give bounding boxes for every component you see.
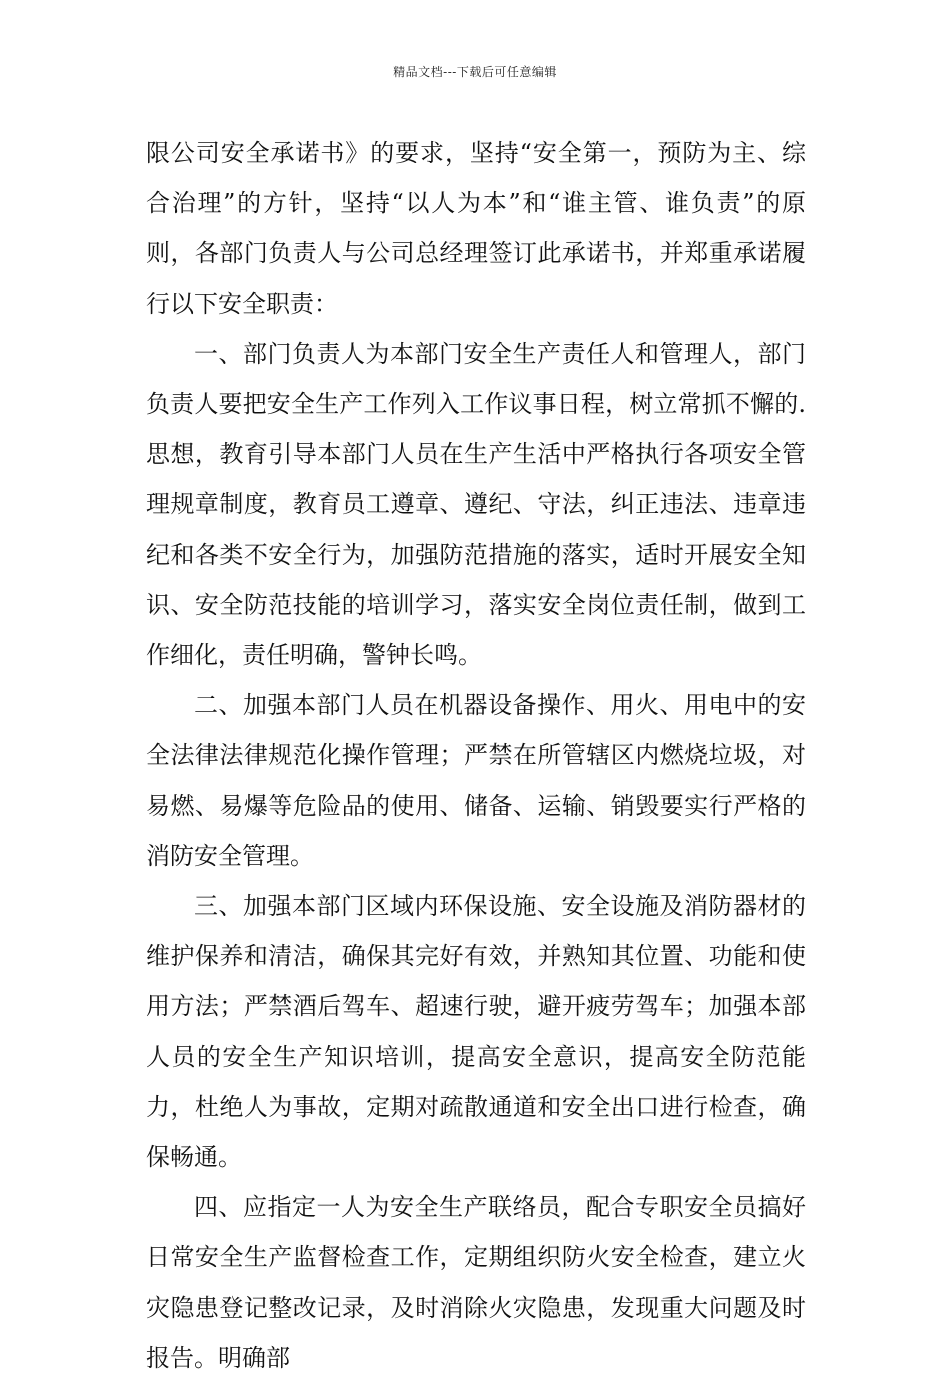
page-header: 精品文档---下载后可任意编辑 bbox=[393, 65, 557, 79]
paragraph-item-3: 三、加强本部门区域内环保设施、安全设施及消防器材的维护保养和清洁，确保其完好有效，并熟知其位置、功能和使用方法；严禁酒后驾车、超速行驶，避开疲劳驾车；加强本部人员的安全生产知识培训，提高安全意识，提高安全防范能力，杜绝人为事故，定期对疏散通道和安全出口进行检查，确保畅通。 bbox=[146, 892, 806, 1172]
paragraph-item-4: 四、应指定一人为安全生产联络员，配合专职安全员搞好日常安全生产监督检查工作，定期组织防火安全检查，建立火灾隐患登记整改记录，及时消除火灾隐患，发现重大问题及时报告。明确部 bbox=[146, 1193, 806, 1372]
document-body bbox=[146, 128, 806, 1383]
paragraph-intro-continuation: 限公司安全承诺书》的要求，坚持“安全第一，预防为主、综合治理”的方针，坚持“以人为本”和“谁主管、谁负责”的原则，各部门负责人与公司总经理签订此承诺书，并郑重承诺履行以下安全职责： bbox=[146, 139, 806, 318]
paragraph-item-2: 二、加强本部门人员在机器设备操作、用火、用电中的安全法律法律规范化操作管理；严禁在所管辖区内燃烧垃圾，对易燃、易爆等危险品的使用、储备、运输、销毁要实行严格的消防安全管理。 bbox=[146, 691, 806, 870]
paragraph-item-1: 一、部门负责人为本部门安全生产责任人和管理人，部门负责人要把安全生产工作列入工作议事日程，树立常抓不懈的.思想，教育引导本部门人员在生产生活中严格执行各项安全管理规章制度，教育员工遵章、遵纪、守法，纠正违法、违章违纪和各类不安全行为，加强防范措施的落实，适时开展安全知识、安全防范技能的培训学习，落实安全岗位责任制，做到工作细化，责任明确，警钟长鸣。 bbox=[146, 339, 806, 670]
